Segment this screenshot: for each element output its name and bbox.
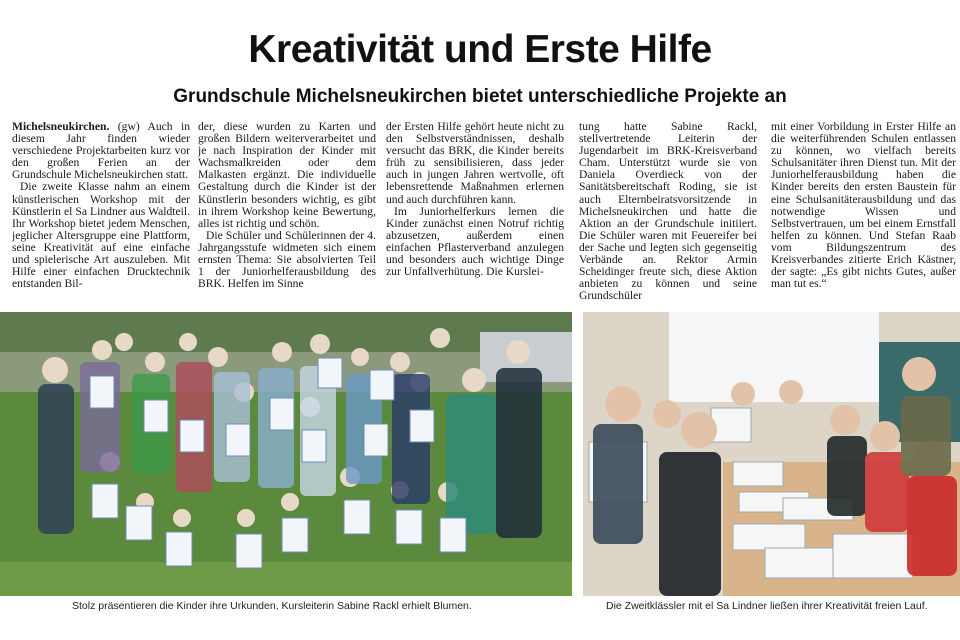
text-column-4: [579, 121, 757, 307]
paragraph: Die zweite Klasse nahm an einem künstlerischen Workshop mit der Künstlerin el Sa Lindner aus Waldteil. Ihr Workshop bietet jedem Menschen, jeglicher Altersgruppe eine Plattform, seine Kreativität auf eine einfache und spielerische Art auszuleben. Mit Hilfe einer einfachen Drucktechnik entstanden Bil-: [12, 180, 190, 291]
paragraph: tung hatte Sabine Rackl, stellvertretende Leiterin der Jugendarbeit im BRK-Kreisverband Cham. Unterstützt wurde sie von Daniela Overdieck von der Sanitätsbereitschaft Roding, sie ist auch Elternbeiratsvorsitzende in Michelsneukirchen und hatte die Aktion an der Grundschule initiiert. Die Schüler waren mit Feuereifer bei der Sache und legten sich gegenseitig Verbände an. Rektor Armin Scheidinger freute sich, diese Aktion anbieten zu können und seine Grundschüler: [579, 121, 757, 303]
paragraph: der Ersten Hilfe gehört heute nicht zu den Selbstverständnissen, deshalb versucht das BRK, die Kinder bereits früh zu sensibilisieren, dass jeder auch in jungen Jahren wertvolle, oft lebensrettende Maßnahmen erlernen und auch durchführen kann.: [386, 121, 564, 206]
paragraph: Im Juniorhelferkurs lernen die Kinder zunächst einen Notruf richtig abzusetzen, außerdem einen einfachen Pflasterverband anzulegen und besonders auch wichtige Dinge zur Unfallverhütung. Die Kurslei-: [386, 204, 564, 279]
left-photo-caption: Stolz präsentieren die Kinder ihre Urkunden, Kursleiterin Sabine Rackl erhielt Blumen.: [72, 600, 472, 612]
workshop-photo: [583, 312, 960, 596]
paragraph: der, diese wurden zu Karten und großen Bildern weiterverarbeitet und je nach Inspiration der Kinder mit Wachsmalkreiden oder dem Malkasten ergänzt. Die individuelle Gestaltung durch die Kinder ist der Künstlerin besonders wichtig, es gibt in ihrem Workshop keine Bewertung, alles ist richtig und schön.: [198, 121, 376, 230]
article-headline: Kreativität und Erste Hilfe: [248, 28, 712, 71]
right-photo-caption: Die Zweitklässler mit el Sa Lindner ließen ihrer Kreativität freien Lauf.: [606, 600, 928, 612]
group-photo: [0, 312, 572, 596]
dateline: Michelsneukirchen.: [12, 121, 110, 133]
text-column-2: [198, 121, 376, 307]
workshop-photo-illustration: [583, 312, 960, 596]
group-photo-illustration: [0, 312, 572, 596]
paragraph: (gw) Auch in diesem Jahr finden wieder verschiedene Projektarbeiten kurz vor den großen Ferien an der Grundschule Michelsneukirchen statt.: [12, 121, 190, 182]
text-column-3: [386, 121, 564, 307]
text-column-5: [771, 121, 956, 307]
article-subheadline: Grundschule Michelsneukirchen bietet unterschiedliche Projekte an: [173, 86, 787, 107]
paragraph: mit einer Vorbildung in Erster Hilfe an die weiterführenden Schulen entlassen zu können, wo vielfach bereits Schulsanitäter ihren Dienst tun. Mit der Juniorhelferausbildung haben die Kinder bereits den ersten Baustein für eine Schulsanitäterausbildung und das notwendige Wissen und Selbstvertrauen, um bei einem Ernstfall helfen zu können. Und Stefan Raab vom Bildungszentrum des Kreisverbandes zitierte Erich Kästner, der sagte: „Es gibt nichts Gutes, außer man tut es.“: [771, 121, 956, 291]
text-column-1: [12, 121, 190, 307]
paragraph: Die Schüler und Schülerinnen der 4. Jahrgangsstufe widmeten sich einem ernsten Thema: Sie absolvierten Teil 1 der Juniorhelferausbildung des BRK. Helfen im Sinne: [198, 228, 376, 291]
